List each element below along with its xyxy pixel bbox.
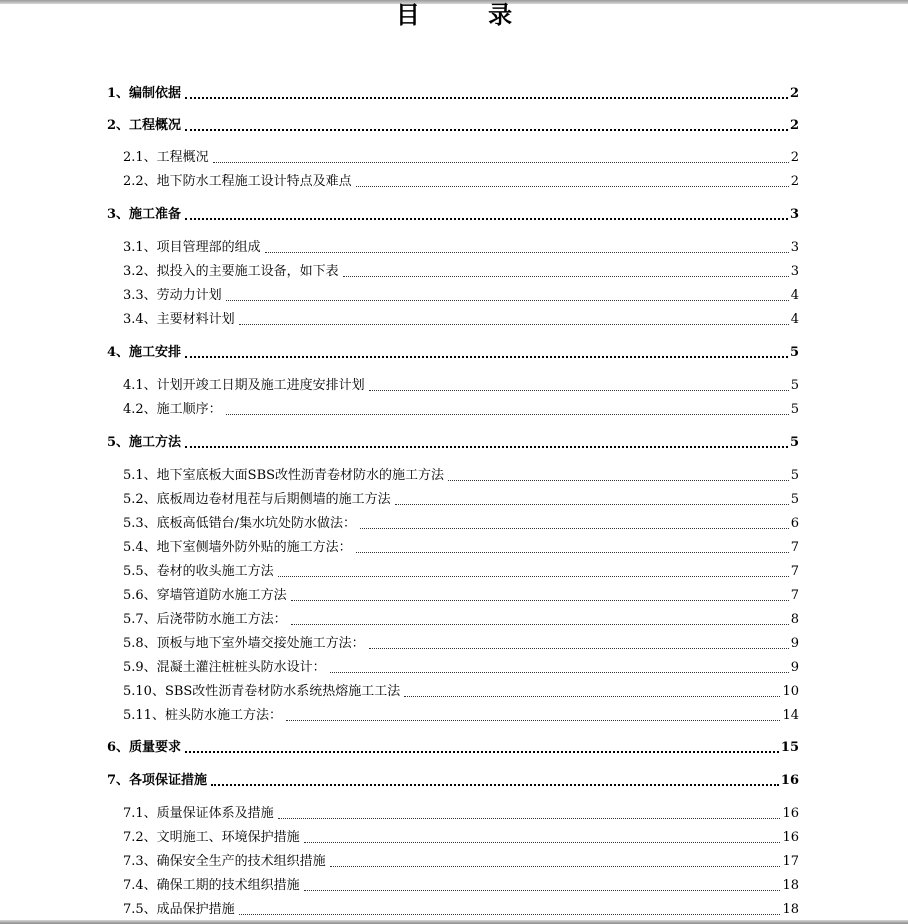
toc-entry-label: 1、编制依据 (107, 86, 182, 101)
toc-entry-page-number: 3 (789, 207, 799, 222)
dot-leader (369, 648, 789, 649)
toc-entry[interactable] (123, 829, 799, 847)
toc-entry-label: 2.1、工程概况 (123, 150, 209, 165)
toc-entry[interactable] (123, 707, 799, 725)
toc-entry[interactable] (123, 515, 799, 533)
toc-entry-page-number: 10 (782, 684, 799, 699)
toc-entry[interactable] (123, 401, 799, 419)
toc-entry-page-number: 15 (780, 740, 799, 755)
toc-entry-label: 3、施工准备 (107, 207, 182, 222)
dot-leader (448, 480, 789, 481)
toc-entry-label: 5.2、底板周边卷材甩茬与后期侧墙的施工方法 (123, 492, 391, 507)
dot-leader (185, 356, 788, 358)
toc-entry-page-number: 3 (790, 264, 799, 279)
toc-entry[interactable] (123, 263, 799, 281)
toc-entry-page-number: 16 (782, 830, 799, 845)
dot-leader (185, 751, 779, 753)
toc-entry-page-number: 18 (782, 902, 799, 917)
toc-entry-label: 3.3、劳动力计划 (123, 288, 222, 303)
toc-entry-label: 7.4、确保工期的技术组织措施 (123, 878, 300, 893)
toc-entry-page-number: 17 (782, 854, 799, 869)
dot-leader (369, 390, 789, 391)
toc-entry-page-number: 2 (790, 150, 799, 165)
dot-leader (291, 600, 789, 601)
toc-entry-label: 5、施工方法 (107, 435, 182, 450)
dot-leader (330, 866, 781, 867)
toc-entry-label: 2.2、地下防水工程施工设计特点及难点 (123, 174, 352, 189)
toc-entry-label: 5.1、地下室底板大面SBS改性沥青卷材防水的施工方法 (123, 468, 445, 483)
toc-entry-page-number: 5 (790, 492, 799, 507)
dot-leader (395, 504, 789, 505)
toc-entry-label: 7.3、确保安全生产的技术组织措施 (123, 854, 326, 869)
toc-entry-label: 5.3、底板高低错台/集水坑处防水做法： (123, 516, 357, 531)
dot-leader (356, 552, 789, 553)
toc-entry-page-number: 5 (790, 378, 799, 393)
toc-entry-page-number: 2 (790, 174, 799, 189)
toc-entry-label: 7.1、质量保证体系及措施 (123, 806, 274, 821)
toc-entry-label: 3.4、主要材料计划 (123, 312, 235, 327)
toc-entry[interactable] (123, 635, 799, 653)
toc-entry-page-number: 5 (790, 402, 799, 417)
toc-entry[interactable] (123, 659, 799, 677)
dot-leader (185, 218, 788, 220)
dot-leader (343, 276, 789, 277)
toc-entry-label: 7、各项保证措施 (107, 773, 208, 788)
toc-entry-label: 4.2、施工顺序： (123, 402, 222, 417)
toc-entry-label: 7.2、文明施工、环境保护措施 (123, 830, 300, 845)
toc-entry-page-number: 18 (782, 878, 799, 893)
toc-entry[interactable] (107, 117, 799, 135)
toc-entry-label: 3.2、拟投入的主要施工设备，如下表 (123, 264, 339, 279)
toc-entry-label: 4、施工安排 (107, 345, 182, 360)
dot-leader (291, 624, 789, 625)
toc-entry[interactable] (107, 206, 799, 224)
toc-entry-page-number: 5 (790, 468, 799, 483)
toc-entry[interactable] (107, 739, 799, 757)
toc-entry-label: 3.1、项目管理部的组成 (123, 240, 261, 255)
dot-leader (185, 446, 788, 448)
toc-entry-label: 5.5、卷材的收头施工方法 (123, 564, 274, 579)
toc-entry[interactable] (107, 85, 799, 103)
dot-leader (265, 252, 789, 253)
toc-entry[interactable] (123, 311, 799, 329)
toc-entry[interactable] (123, 491, 799, 509)
toc-entry-page-number: 4 (790, 288, 799, 303)
dot-leader (239, 324, 789, 325)
toc-entry[interactable] (123, 587, 799, 605)
toc-entry[interactable] (107, 434, 799, 452)
toc-entry-label: 6、质量要求 (107, 740, 182, 755)
toc-entry[interactable] (107, 772, 799, 790)
toc-entry-page-number: 14 (782, 708, 799, 723)
toc-entry-page-number: 5 (789, 435, 799, 450)
toc-entry[interactable] (123, 377, 799, 395)
toc-entry-page-number: 7 (790, 540, 799, 555)
toc-entry-page-number: 5 (789, 345, 799, 360)
toc-entry[interactable] (123, 683, 799, 701)
toc-entry[interactable] (123, 877, 799, 895)
dot-leader (404, 696, 780, 697)
dot-leader (304, 890, 781, 891)
toc-entry-page-number: 16 (782, 806, 799, 821)
toc-entry-label: 4.1、计划开竣工日期及施工进度安排计划 (123, 378, 365, 393)
toc-entry[interactable] (123, 611, 799, 629)
toc-entry-page-number: 6 (790, 516, 799, 531)
dot-leader (211, 784, 779, 786)
toc-entry[interactable] (123, 173, 799, 191)
dot-leader (226, 414, 789, 415)
toc-entry-page-number: 8 (790, 612, 799, 627)
toc-entry-label: 5.9、混凝土灌注桩桩头防水设计： (123, 660, 326, 675)
toc-entry-page-number: 9 (790, 660, 799, 675)
toc-entry-label: 7.5、成品保护措施 (123, 902, 235, 917)
dot-leader (185, 129, 788, 131)
toc-entry-label: 5.10、SBS改性沥青卷材防水系统热熔施工工法 (123, 684, 401, 699)
dot-leader (278, 576, 789, 577)
dot-leader (330, 672, 789, 673)
bottom-border (0, 920, 908, 924)
toc-entry[interactable] (123, 467, 799, 485)
toc-entry-page-number: 3 (790, 240, 799, 255)
toc-entry[interactable] (123, 287, 799, 305)
toc-entry[interactable] (107, 344, 799, 362)
toc-entry-page-number: 4 (790, 312, 799, 327)
toc-entry[interactable] (123, 149, 799, 167)
dot-leader (185, 97, 788, 99)
dot-leader (360, 528, 789, 529)
toc-entry-page-number: 7 (790, 564, 799, 579)
toc-entry[interactable] (123, 539, 799, 557)
toc-entry-page-number: 7 (790, 588, 799, 603)
toc-entry-page-number: 2 (789, 118, 799, 133)
toc-entry-page-number: 2 (789, 86, 799, 101)
toc-entry-page-number: 16 (780, 773, 799, 788)
toc-entry[interactable] (123, 239, 799, 257)
toc-entry-page-number: 9 (790, 636, 799, 651)
dot-leader (278, 818, 781, 819)
toc-entry-label: 5.11、桩头防水施工方法： (123, 708, 282, 723)
toc-entry[interactable] (123, 805, 799, 823)
toc-entry-label: 5.6、穿墙管道防水施工方法 (123, 588, 287, 603)
dot-leader (356, 186, 789, 187)
toc-entry[interactable] (123, 901, 799, 919)
toc-entry-label: 5.8、顶板与地下室外墙交接处施工方法： (123, 636, 365, 651)
toc-entry-label: 5.7、后浇带防水施工方法： (123, 612, 287, 627)
dot-leader (304, 842, 781, 843)
page-title: 目 录 (395, 0, 543, 29)
toc-entry-label: 2、工程概况 (107, 118, 182, 133)
dot-leader (286, 720, 781, 721)
toc-entry-label: 5.4、地下室侧墙外防外贴的施工方法： (123, 540, 352, 555)
toc-entry[interactable] (123, 563, 799, 581)
dot-leader (226, 300, 789, 301)
dot-leader (239, 914, 781, 915)
dot-leader (213, 162, 789, 163)
toc-entry[interactable] (123, 853, 799, 871)
